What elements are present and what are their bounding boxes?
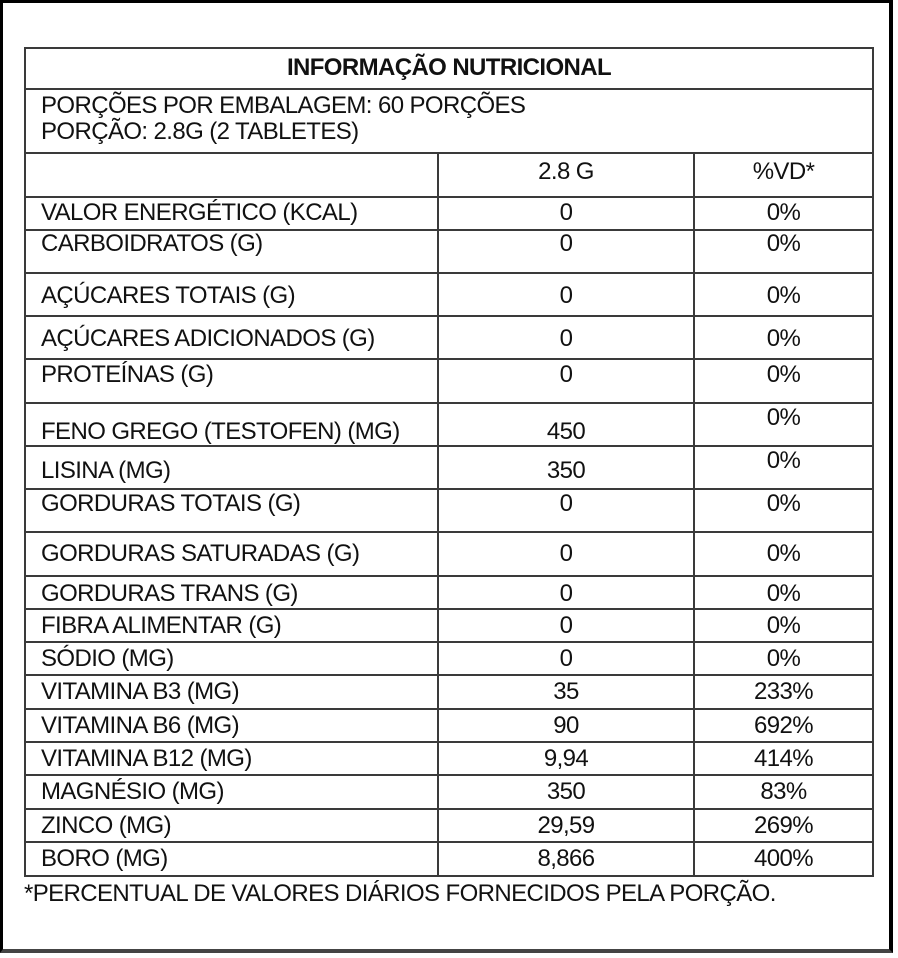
nutrient-name: GORDURAS TOTAIS (G) [25, 489, 438, 532]
nutrient-name: CARBOIDRATOS (G) [25, 230, 438, 273]
nutrient-name: FENO GREGO (TESTOFEN) (MG) [25, 403, 438, 446]
nutrition-facts-table [24, 47, 874, 877]
nutrient-name: AÇÚCARES TOTAIS (G) [25, 273, 438, 316]
table-row [25, 609, 873, 642]
column-header-daily-value: %VD* [694, 153, 873, 197]
table-row [25, 197, 873, 230]
nutrient-name: VITAMINA B6 (MG) [25, 709, 438, 742]
table-row [25, 273, 873, 316]
column-header-name [25, 153, 438, 197]
nutrient-name: FIBRA ALIMENTAR (G) [25, 609, 438, 642]
nutrient-amount: 450 [438, 403, 694, 446]
column-header-row [25, 153, 873, 197]
table-row [25, 675, 873, 709]
nutrient-daily-value: 0% [694, 532, 873, 576]
nutrient-name: PROTEÍNAS (G) [25, 359, 438, 403]
servings-per-package: PORÇÕES POR EMBALAGEM: 60 PORÇÕES [41, 92, 526, 119]
nutrient-name: LISINA (MG) [25, 446, 438, 489]
table-row [25, 489, 873, 532]
nutrient-daily-value: 0% [694, 642, 873, 675]
nutrient-daily-value: 0% [694, 197, 873, 230]
nutrient-daily-value: 0% [694, 489, 873, 532]
nutrient-name: VALOR ENERGÉTICO (KCAL) [25, 197, 438, 230]
nutrient-amount: 0 [438, 576, 694, 609]
nutrient-name: VITAMINA B3 (MG) [25, 675, 438, 709]
table-row [25, 532, 873, 576]
nutrient-amount: 0 [438, 230, 694, 273]
table-row [25, 775, 873, 809]
nutrient-daily-value: 400% [694, 842, 873, 876]
nutrient-amount: 9,94 [438, 742, 694, 775]
nutrient-daily-value: 0% [694, 446, 873, 489]
nutrient-daily-value: 0% [694, 316, 873, 359]
nutrient-daily-value: 0% [694, 359, 873, 403]
nutrient-daily-value: 83% [694, 775, 873, 809]
table-row [25, 842, 873, 876]
table-row [25, 359, 873, 403]
nutrient-amount: 0 [438, 642, 694, 675]
nutrient-amount: 0 [438, 532, 694, 576]
nutrient-amount: 350 [438, 446, 694, 489]
nutrient-name: AÇÚCARES ADICIONADOS (G) [25, 316, 438, 359]
nutrient-daily-value: 0% [694, 273, 873, 316]
table-row [25, 642, 873, 675]
nutrient-amount: 0 [438, 489, 694, 532]
nutrient-name: VITAMINA B12 (MG) [25, 742, 438, 775]
nutrient-daily-value: 269% [694, 809, 873, 842]
nutrient-amount: 0 [438, 359, 694, 403]
nutrient-amount: 8,866 [438, 842, 694, 876]
serving-size: PORÇÃO: 2.8G (2 TABLETES) [41, 118, 359, 145]
nutrient-name: MAGNÉSIO (MG) [25, 775, 438, 809]
nutrient-amount: 90 [438, 709, 694, 742]
table-title: INFORMAÇÃO NUTRICIONAL [25, 48, 873, 89]
column-header-amount: 2.8 G [438, 153, 694, 197]
serving-info [25, 89, 873, 153]
nutrient-amount: 35 [438, 675, 694, 709]
nutrient-daily-value: 0% [694, 403, 873, 446]
nutrient-amount: 0 [438, 273, 694, 316]
nutrient-daily-value: 692% [694, 709, 873, 742]
nutrient-daily-value: 0% [694, 609, 873, 642]
nutrient-amount: 0 [438, 197, 694, 230]
table-row [25, 403, 873, 446]
nutrient-amount: 350 [438, 775, 694, 809]
nutrient-daily-value: 0% [694, 576, 873, 609]
nutrient-amount: 0 [438, 316, 694, 359]
table-row [25, 809, 873, 842]
nutrient-daily-value: 0% [694, 230, 873, 273]
table-row [25, 446, 873, 489]
table-row [25, 709, 873, 742]
table-row [25, 576, 873, 609]
nutrient-daily-value: 414% [694, 742, 873, 775]
nutrient-name: SÓDIO (MG) [25, 642, 438, 675]
nutrient-name: BORO (MG) [25, 842, 438, 876]
table-row [25, 742, 873, 775]
table-row [25, 316, 873, 359]
nutrient-amount: 0 [438, 609, 694, 642]
nutrient-name: GORDURAS TRANS (G) [25, 576, 438, 609]
table-row [25, 230, 873, 273]
nutrient-name: ZINCO (MG) [25, 809, 438, 842]
nutrient-daily-value: 233% [694, 675, 873, 709]
nutrient-amount: 29,59 [438, 809, 694, 842]
nutrient-name: GORDURAS SATURADAS (G) [25, 532, 438, 576]
footnote: *PERCENTUAL DE VALORES DIÁRIOS FORNECIDOS PELA PORÇÃO. [24, 880, 776, 907]
